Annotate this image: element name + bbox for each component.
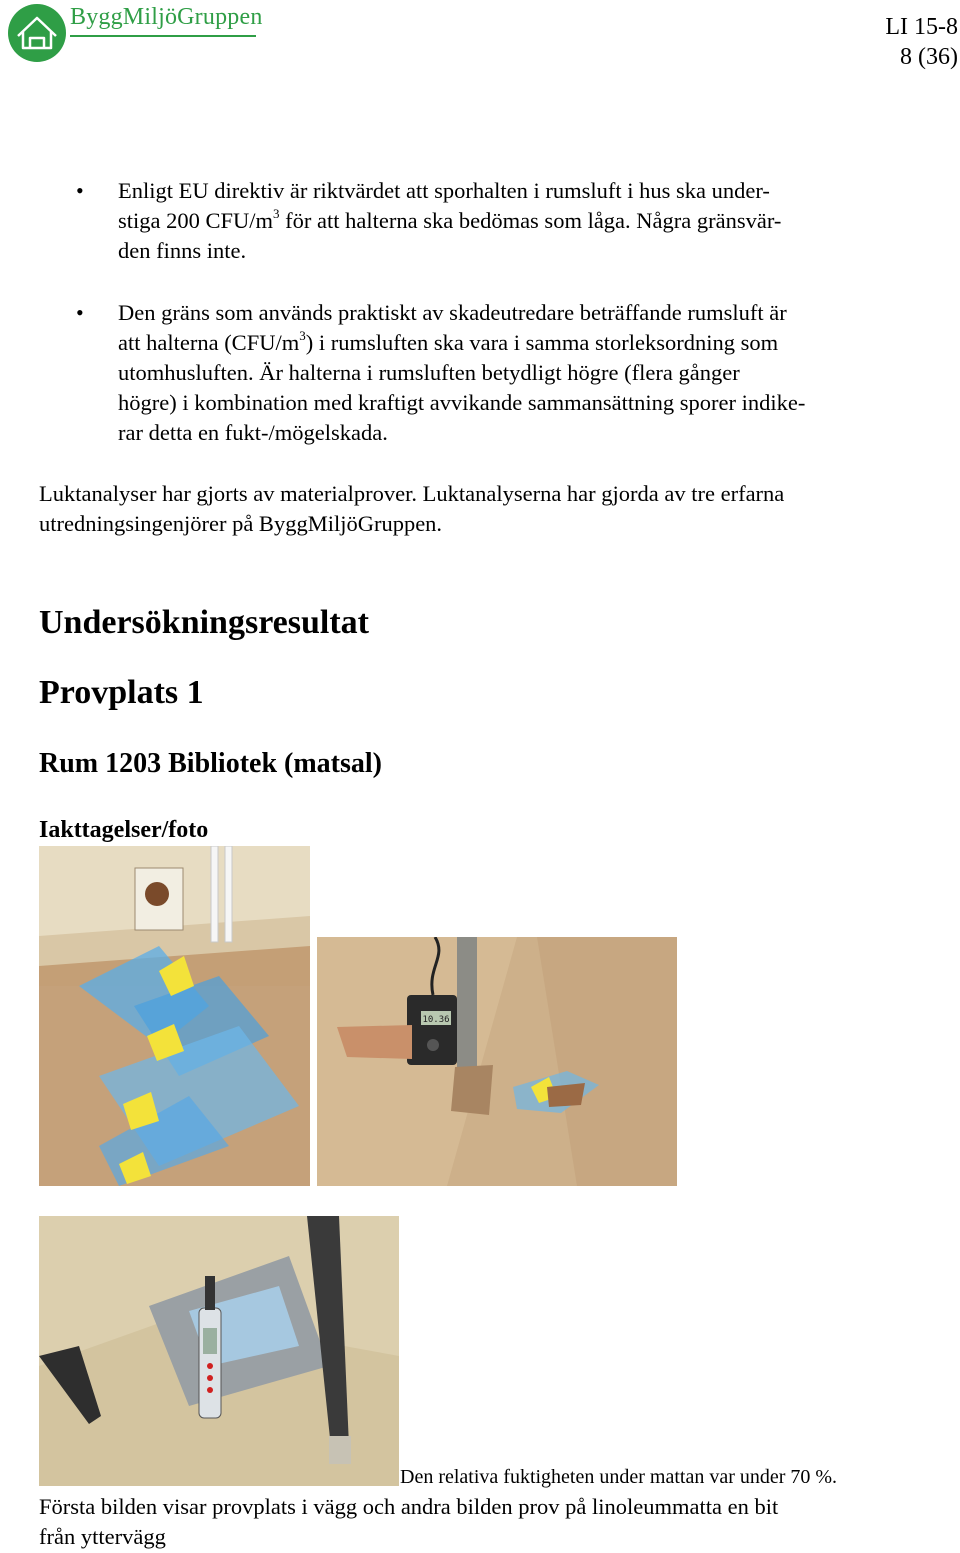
page-number: 8 (36) bbox=[900, 44, 958, 70]
text-line bbox=[118, 206, 918, 236]
text-line: Luktanalyser har gjorts av materialprover. Luktanalyserna har gjorda av tre erfarna bbox=[39, 481, 785, 506]
photo-description bbox=[39, 1492, 939, 1552]
site-heading: Provplats 1 bbox=[39, 674, 204, 711]
text-line: högre) i kombination med kraftigt avvikande sammansättning sporer indike- bbox=[118, 390, 806, 415]
room-heading: Rum 1203 Bibliotek (matsal) bbox=[39, 748, 382, 779]
meter-display: 10.36 bbox=[422, 1015, 450, 1025]
humidity-caption: Den relativa fuktigheten under mattan var under 70 %. bbox=[400, 1466, 838, 1488]
odour-analysis-paragraph bbox=[39, 479, 929, 539]
photo-wall-sample bbox=[39, 846, 310, 1186]
text-span: att halterna (CFU/m bbox=[118, 330, 300, 355]
logo-underline bbox=[70, 35, 256, 37]
text-span: stiga 200 CFU/m bbox=[118, 208, 274, 233]
text-line: rar detta en fukt-/mögelskada. bbox=[118, 420, 388, 445]
text-line: utredningsingenjörer på ByggMiljöGruppen. bbox=[39, 511, 443, 536]
text-line: utomhusluften. Är halterna i rumsluften betydligt högre (flera gånger bbox=[118, 360, 740, 385]
bullet-paragraph-2 bbox=[118, 298, 918, 448]
photo-linoleum-sample bbox=[39, 1216, 399, 1486]
text-line bbox=[118, 328, 918, 358]
text-line: Den gräns som används praktiskt av skadeutredare beträffande rumsluft är bbox=[118, 300, 787, 325]
document-id: LI 15-8 bbox=[885, 14, 958, 40]
observations-heading: Iakttagelser/foto bbox=[39, 817, 209, 843]
superscript: 3 bbox=[273, 205, 280, 221]
superscript: 3 bbox=[299, 327, 306, 343]
bullet-dot: • bbox=[76, 178, 84, 203]
page-header bbox=[885, 12, 958, 72]
bullet-paragraph-1 bbox=[118, 176, 918, 266]
text-line: Första bilden visar provplats i vägg och andra bilden prov på linoleummatta en bit bbox=[39, 1494, 779, 1519]
text-line: från yttervägg bbox=[39, 1524, 166, 1549]
section-heading: Undersökningsresultat bbox=[39, 604, 369, 641]
text-span: ) i rumsluften ska vara i samma storleksordning som bbox=[305, 330, 779, 355]
logo-text: ByggMiljöGruppen bbox=[70, 4, 263, 30]
photo-floor-meter bbox=[317, 937, 677, 1186]
text-line: den finns inte. bbox=[118, 238, 247, 263]
text-span: för att halterna ska bedömas som låga. Några gränsvär- bbox=[279, 208, 782, 233]
text-line: Enligt EU direktiv är riktvärdet att sporhalten i rumsluft i hus ska under- bbox=[118, 178, 770, 203]
bullet-dot: • bbox=[76, 300, 84, 325]
